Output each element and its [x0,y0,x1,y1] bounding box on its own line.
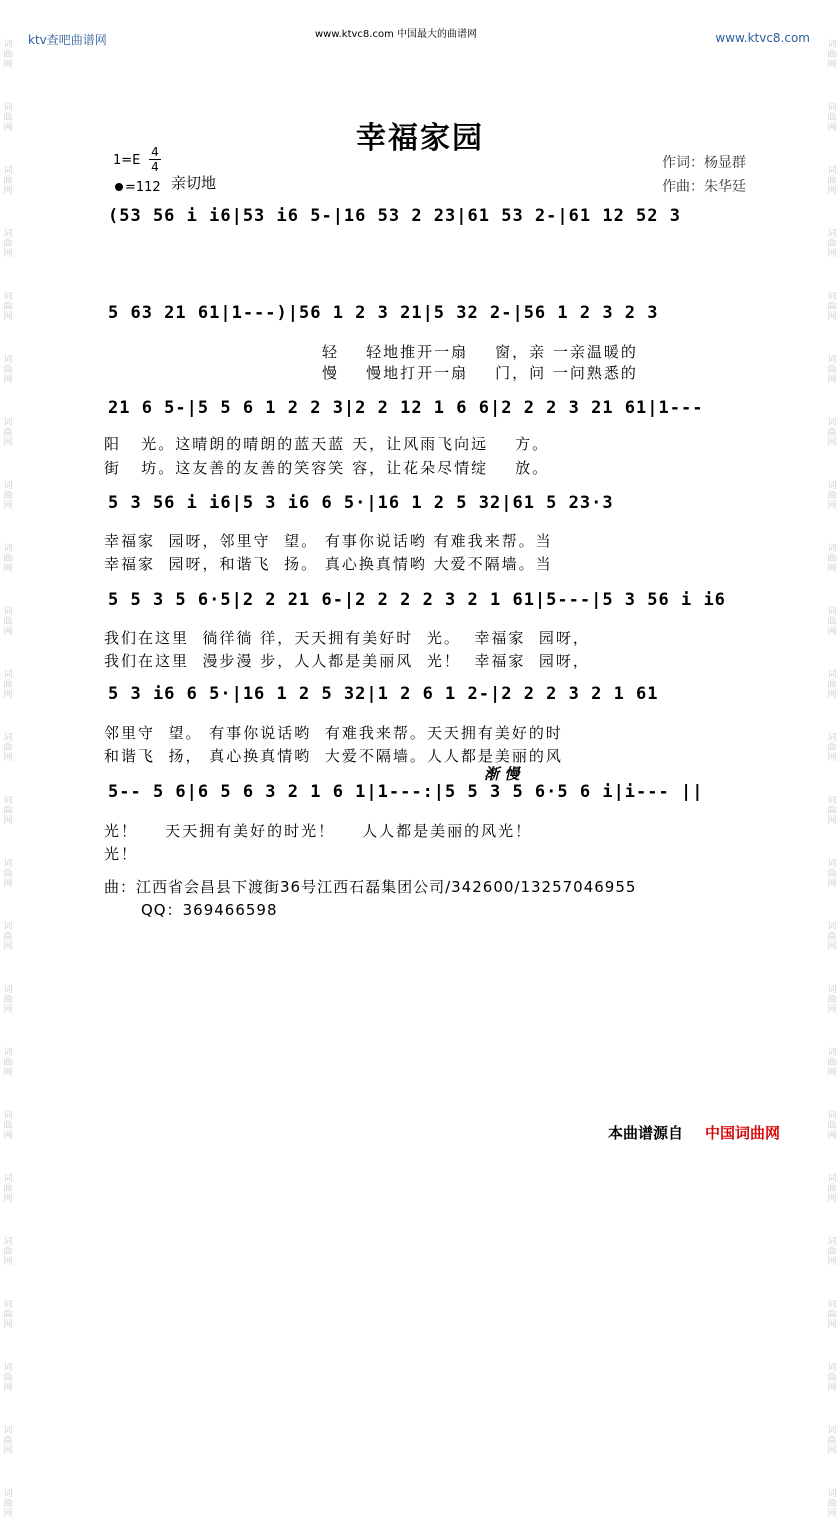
ritardando-mark: 渐 慢 [484,765,520,783]
watermark-glyph-group: 词 曲 网 [3,1048,13,1078]
lyric-line-5b: 我们在这里 漫步漫 步，人人都是美丽风 光！ 幸福家 园呀， [104,652,590,670]
lyric-line-6b: 和谐飞 扬， 真心换真情哟 大爱不隔墙。人人都是美丽的风 [104,747,563,765]
watermark-glyph-group: 词 曲 网 [3,607,13,637]
lyric-line-2b: 慢 慢地打开一扇 门，问 一问熟悉的 [322,364,638,382]
notation-line-5: 5 5 3 5 6·5|2 2 21 6-|2 2 2 2 3 2 1 61|5---|5 3 56 i i6 [108,590,726,610]
site-slogan: www.ktvc8.com 中国最大的曲谱网 [315,29,478,40]
watermark-glyph-group: 词 曲 网 [827,481,837,511]
watermark-glyph-group: 词 曲 网 [827,103,837,133]
watermark-glyph-group: 词 曲 网 [3,1363,13,1393]
lyric-line-4b: 幸福家 园呀，和谐飞 扬。 真心换真情哟 大爱不隔墙。当 [104,555,553,573]
lyric-line-7b: 光！ [104,845,139,863]
notation-line-7: 5-- 5 6|6 5 6 3 2 1 6 1|1---:|5 5 3 5 6·5 6 i|i--- || [108,782,704,802]
watermark-glyph-group: 词 曲 网 [827,1489,837,1519]
watermark-glyph-group: 词 曲 网 [3,670,13,700]
watermark-glyph-group: 词 曲 网 [827,733,837,763]
source-site-link[interactable]: 中国词曲网 [705,1124,781,1142]
watermark-glyph-group: 词 曲 网 [3,1111,13,1141]
mood-marking: 亲切地 [171,174,217,192]
quarter-note-icon [115,183,123,191]
watermark-glyph-group: 词 曲 网 [827,40,837,70]
lyric-line-3b: 街 坊。这友善的友善的笑容笑 容，让花朵尽情绽 放。 [104,459,550,477]
lyric-line-2a: 轻 轻地推开一扇 窗，亲 一亲温暖的 [322,343,638,361]
notation-line-4: 5 3 56 i i6|5 3 i6 6 5·|16 1 2 5 32|61 5 23·3 [108,493,614,513]
site-url-right[interactable]: www.ktvc8.com [715,31,810,45]
watermark-glyph-group: 词 曲 网 [3,355,13,385]
watermark-glyph-group: 词 曲 网 [3,418,13,448]
lyricist-credit: 作词：杨显群 [662,155,746,171]
source-label: 本曲谱源自 [608,1124,684,1142]
watermark-glyph-group: 词 曲 网 [827,607,837,637]
watermark-glyph-group: 词 曲 网 [3,229,13,259]
watermark-glyph-group: 词 曲 网 [3,292,13,322]
lyric-line-7a: 光！ 天天拥有美好的时光！ 人人都是美丽的风光！ [104,822,533,840]
watermark-glyph-group: 词 曲 网 [827,355,837,385]
contact-qq: QQ：369466598 [141,901,278,919]
watermark-glyph-group: 词 曲 网 [827,229,837,259]
watermark-glyph-group: 词 曲 网 [827,859,837,889]
watermark-glyph-group: 词 曲 网 [827,1237,837,1267]
composer-credit: 作曲：朱华廷 [662,179,746,195]
watermark-glyph-group: 词 曲 网 [3,166,13,196]
watermark-glyph-group: 词 曲 网 [3,481,13,511]
watermark-glyph-group: 词 曲 网 [3,1174,13,1204]
lyric-line-3a: 阳 光。这晴朗的晴朗的蓝天蓝 天，让风雨飞向远 方。 [104,435,550,453]
watermark-glyph-group: 词 曲 网 [827,1426,837,1456]
notation-line-3: 21 6 5-|5 5 6 1 2 2 3|2 2 12 1 6 6|2 2 2 3 21 61|1--- [108,398,704,418]
source-credit [608,1122,780,1143]
notation-line-2: 5 63 21 61|1---)|56 1 2 3 21|5 32 2-|56 1 2 3 2 3 [108,303,659,323]
time-signature [149,145,161,174]
notation-line-6: 5 3 i6 6 5·|16 1 2 5 32|1 2 6 1 2-|2 2 2 3 2 1 61 [108,684,659,704]
watermark-glyph-group: 词 曲 网 [3,1237,13,1267]
lyric-line-5a: 我们在这里 徜徉徜 徉，天天拥有美好时 光。 幸福家 园呀， [104,629,590,647]
watermark-glyph-group: 词 曲 网 [827,1363,837,1393]
time-signature-top: 4 [151,145,159,159]
right-watermark-strip [824,40,840,1519]
tempo-value: =112 [125,180,161,195]
contact-address: 曲：江西省会昌县下渡街36号江西石磊集团公司/342600/13257046955 [104,878,637,896]
watermark-glyph-group: 词 曲 网 [827,1300,837,1330]
left-watermark-strip [0,40,16,1519]
watermark-glyph-group: 词 曲 网 [827,985,837,1015]
watermark-glyph-group: 词 曲 网 [827,1174,837,1204]
watermark-glyph-group: 词 曲 网 [3,1489,13,1519]
watermark-glyph-group: 词 曲 网 [827,292,837,322]
notation-line-1: (53 56 i i6|53 i6 5-|16 53 2 23|61 53 2-|61 12 52 3 [108,206,681,226]
watermark-glyph-group: 词 曲 网 [3,859,13,889]
watermark-glyph-group: 词 曲 网 [827,544,837,574]
time-signature-bottom: 4 [149,159,161,174]
watermark-glyph-group: 词 曲 网 [827,922,837,952]
watermark-glyph-group: 词 曲 网 [3,40,13,70]
lyric-line-6a: 邻里守 望。 有事你说话哟 有难我来帮。天天拥有美好的时 [104,724,563,742]
watermark-glyph-group: 词 曲 网 [827,418,837,448]
key-signature: 1=E [113,153,141,168]
tempo-marking [115,180,161,195]
watermark-glyph-group: 词 曲 网 [827,166,837,196]
watermark-glyph-group: 词 曲 网 [3,985,13,1015]
watermark-glyph-group: 词 曲 网 [3,103,13,133]
watermark-glyph-group: 词 曲 网 [827,1111,837,1141]
lyric-line-4a: 幸福家 园呀，邻里守 望。 有事你说话哟 有难我来帮。当 [104,532,553,550]
watermark-glyph-group: 词 曲 网 [3,1426,13,1456]
song-title: 幸福家园 [356,121,484,156]
watermark-glyph-group: 词 曲 网 [3,1300,13,1330]
watermark-glyph-group: 词 曲 网 [3,544,13,574]
watermark-glyph-group: 词 曲 网 [3,922,13,952]
watermark-glyph-group: 词 曲 网 [3,733,13,763]
watermark-glyph-group: 词 曲 网 [3,796,13,826]
site-name-left[interactable]: ktv查吧曲谱网 [28,33,107,47]
watermark-glyph-group: 词 曲 网 [827,670,837,700]
watermark-glyph-group: 词 曲 网 [827,1048,837,1078]
watermark-glyph-group: 词 曲 网 [827,796,837,826]
